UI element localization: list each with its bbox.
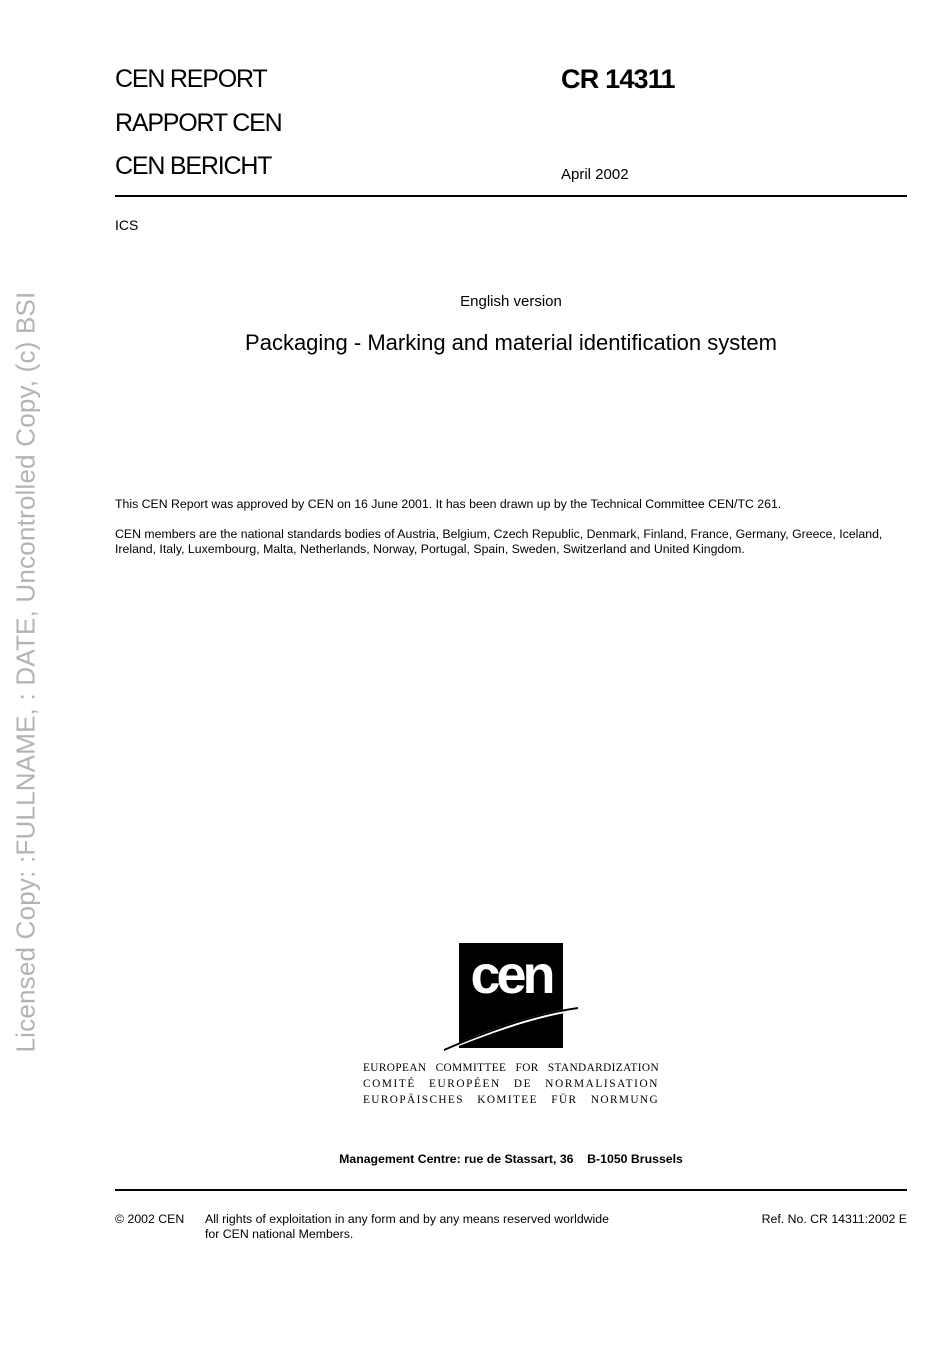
report-title-en: CEN REPORT: [115, 65, 267, 93]
header-divider: [115, 195, 907, 197]
org-name-en: EUROPEAN COMMITTEE FOR STANDARDIZATION: [363, 1062, 659, 1074]
ics-label: ICS: [115, 217, 139, 233]
footer-divider: [115, 1189, 907, 1191]
reference-number: Ref. No. CR 14311:2002 E: [761, 1212, 907, 1226]
document-date: April 2002: [561, 166, 629, 183]
cen-logo: [440, 943, 580, 1051]
copyright: © 2002 CEN: [115, 1212, 185, 1226]
report-title-de: CEN BERICHT: [115, 152, 272, 180]
document-number: CR 14311: [561, 64, 675, 94]
document-title: Packaging - Marking and material identification system: [245, 330, 777, 355]
management-centre: Management Centre: rue de Stassart, 36 B-1050 Brussels: [339, 1152, 683, 1166]
report-title-fr: RAPPORT CEN: [115, 109, 282, 137]
org-name-fr: COMITÉ EUROPÉEN DE NORMALISATION: [363, 1078, 659, 1090]
license-watermark: Licensed Copy: :FULLNAME, : DATE, Uncontrolled Copy, (c) BSI: [10, 291, 41, 1053]
rights-statement: All rights of exploitation in any form and by any means reserved worldwide for CEN national Members.: [205, 1212, 609, 1241]
org-name-de: EUROPÄISCHES KOMITEE FÜR NORMUNG: [363, 1094, 659, 1106]
members-paragraph: CEN members are the national standards bodies of Austria, Belgium, Czech Republic, Denmark, Finland, France, Germany, Greece, Iceland, Ireland, Italy, Luxembourg, Malta, Netherlands, Norway, Portugal, Spain, Sweden, Switzerland and United Kingdom.: [115, 527, 883, 556]
approval-paragraph: This CEN Report was approved by CEN on 16 June 2001. It has been drawn up by the Technical Committee CEN/TC 261.: [115, 497, 782, 511]
language-version: English version: [460, 293, 562, 310]
cen-logo-text: cen: [470, 945, 552, 1005]
